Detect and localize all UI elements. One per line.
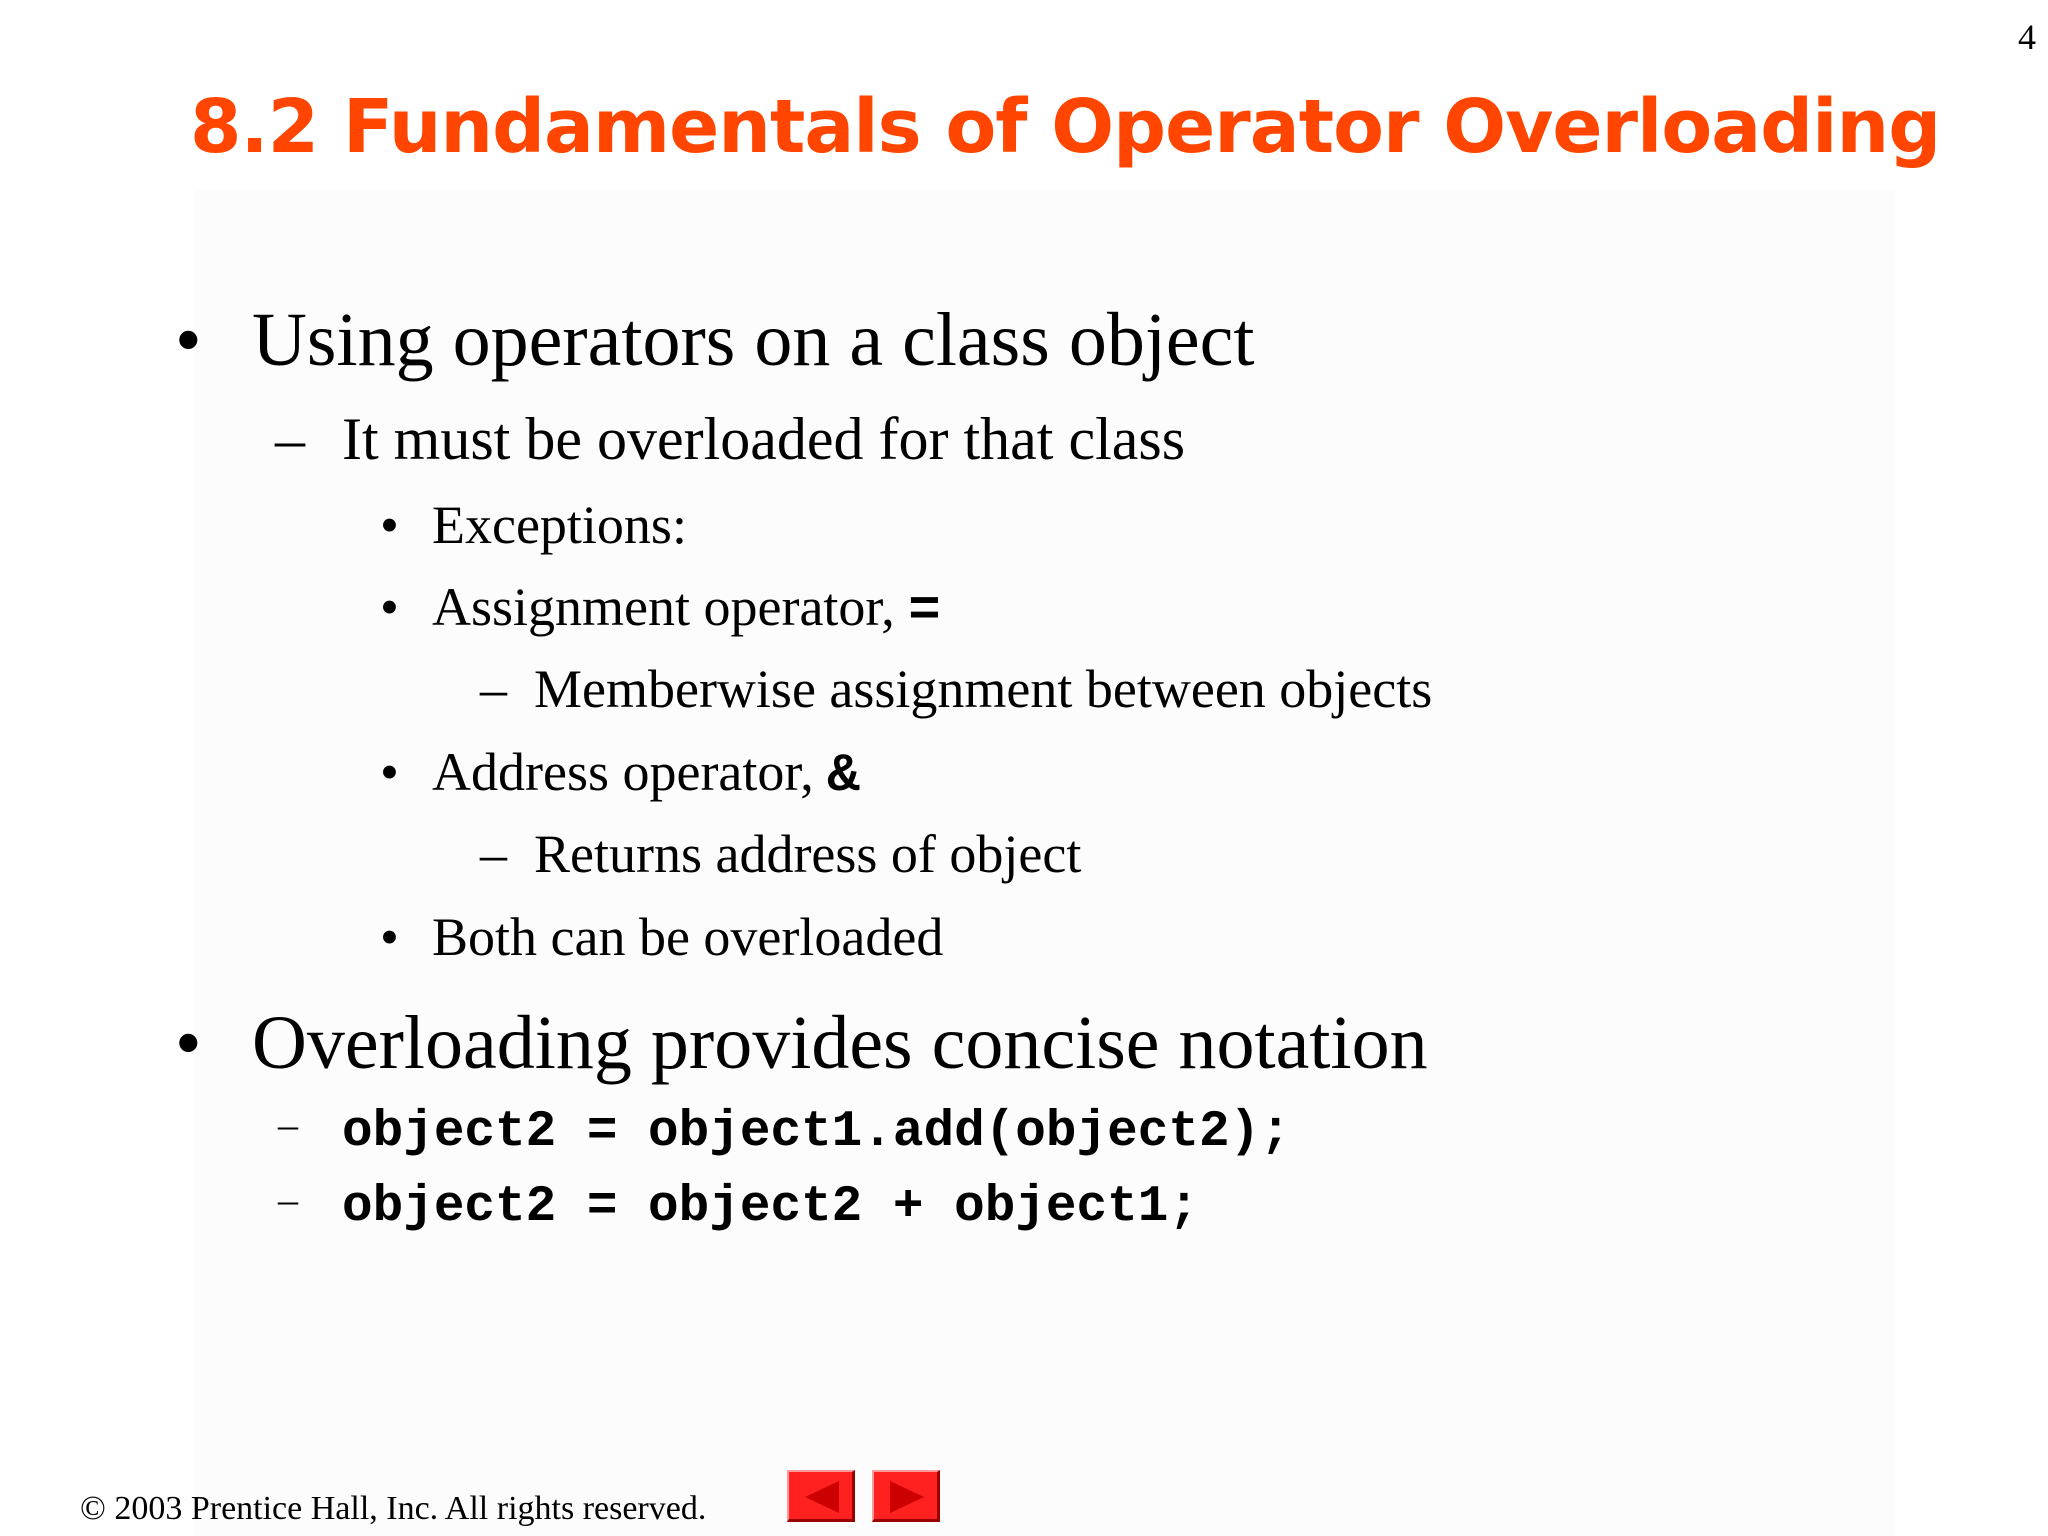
assignment-operator-symbol: = xyxy=(908,581,941,642)
dash-marker: – xyxy=(480,659,507,719)
bullet-marker: • xyxy=(175,298,202,382)
bullet-marker: • xyxy=(380,495,399,555)
bullet-using-operators: Using operators on a class object xyxy=(252,298,1255,382)
code-line-add: object2 = object1.add(object2); xyxy=(342,1104,1291,1161)
item-both-overloaded: Both can be overloaded xyxy=(432,907,944,967)
dash-marker: – xyxy=(278,1102,298,1147)
bullet-marker: • xyxy=(175,1001,202,1085)
bullet-marker: • xyxy=(380,577,399,637)
item-address-operator xyxy=(432,742,860,807)
sub-item-must-overload: It must be overloaded for that class xyxy=(342,406,1186,472)
dash-marker: – xyxy=(480,824,507,884)
left-triangle-icon xyxy=(789,1472,855,1522)
slide-title: 8.2 Fundamentals of Operator Overloading xyxy=(190,84,1941,170)
item-assignment-operator xyxy=(432,577,941,642)
bullet-overloading-notation: Overloading provides concise notation xyxy=(252,1001,1428,1085)
address-operator-symbol: & xyxy=(827,746,860,807)
next-slide-button[interactable] xyxy=(872,1470,940,1522)
dash-marker: – xyxy=(275,406,305,472)
bullet-marker: • xyxy=(380,742,399,802)
assignment-operator-text: Assignment operator, xyxy=(432,577,909,637)
bullet-marker: • xyxy=(380,907,399,967)
address-operator-text: Address operator, xyxy=(432,742,828,802)
copyright-footer: © 2003 Prentice Hall, Inc. All rights reserved. xyxy=(80,1490,707,1527)
page-number: 4 xyxy=(2018,17,2036,57)
dash-marker: – xyxy=(278,1177,298,1222)
code-line-plus: object2 = object2 + object1; xyxy=(342,1179,1199,1236)
item-memberwise-assignment: Memberwise assignment between objects xyxy=(534,659,1433,719)
item-returns-address: Returns address of object xyxy=(534,824,1082,884)
item-exceptions: Exceptions: xyxy=(432,495,687,555)
right-triangle-icon xyxy=(874,1472,940,1522)
previous-slide-button[interactable] xyxy=(787,1470,855,1522)
